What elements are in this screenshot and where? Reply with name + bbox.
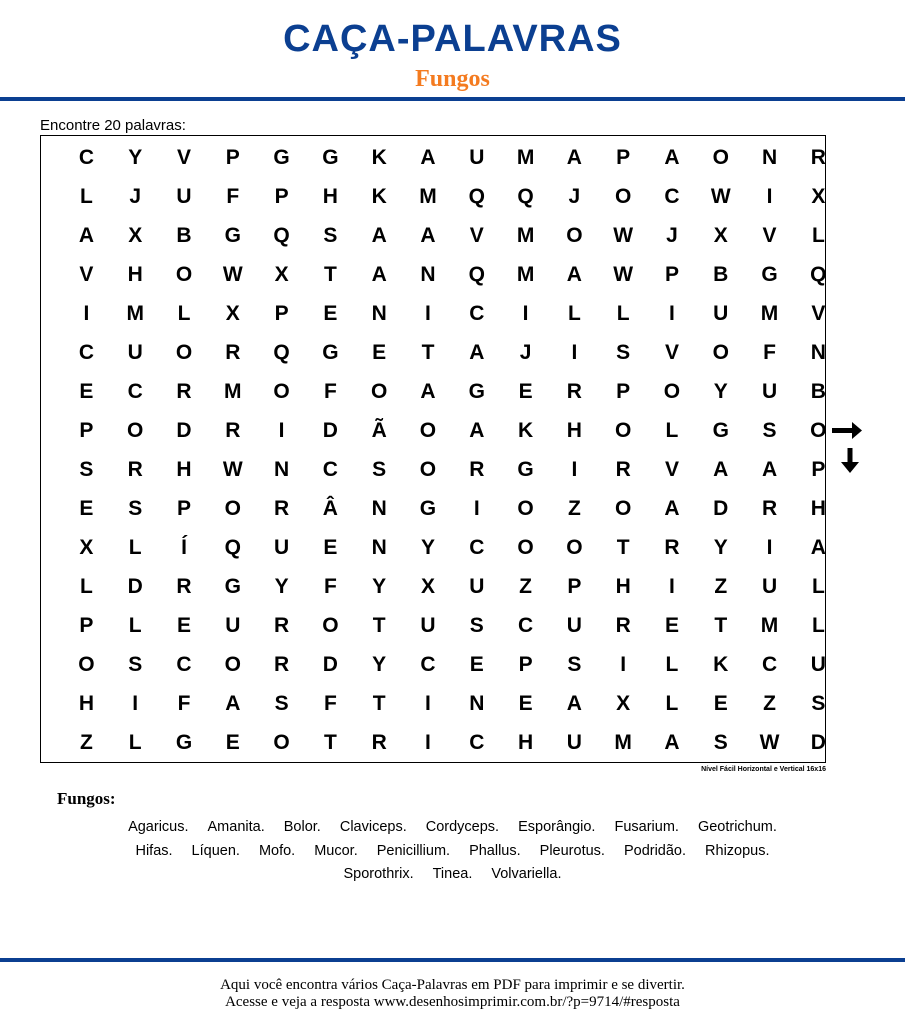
word-item: Hifas. — [135, 842, 173, 859]
grid-letter[interactable]: S — [713, 730, 728, 754]
header-divider — [0, 97, 905, 101]
grid-letter[interactable]: R — [371, 730, 387, 754]
grid-letter[interactable]: N — [371, 496, 387, 520]
grid-letter[interactable]: N — [274, 457, 290, 481]
puzzle-instruction: Encontre 20 palavras: — [40, 117, 186, 134]
grid-letter[interactable]: K — [713, 652, 729, 676]
grid-letter[interactable]: H — [127, 262, 143, 286]
grid-letter[interactable]: U — [127, 340, 143, 364]
grid-letter[interactable]: T — [372, 613, 386, 637]
grid-letter[interactable]: R — [274, 613, 290, 637]
direction-hints — [830, 418, 870, 478]
grid-letter[interactable]: R — [615, 457, 631, 481]
grid-letter[interactable]: F — [323, 574, 337, 598]
grid-letter[interactable]: F — [323, 691, 337, 715]
grid-letter[interactable]: A — [810, 535, 826, 559]
grid-letter[interactable]: Q — [224, 535, 241, 559]
grid-letter[interactable]: O — [517, 535, 534, 559]
grid-letter[interactable]: P — [518, 652, 533, 676]
grid-letter[interactable]: O — [127, 418, 144, 442]
grid-letter[interactable]: E — [469, 652, 484, 676]
grid-letter[interactable]: J — [666, 223, 678, 247]
grid-letter[interactable]: Ã — [371, 418, 387, 442]
grid-letter[interactable]: X — [713, 223, 728, 247]
grid-letter[interactable]: G — [468, 379, 485, 403]
grid-letter[interactable]: X — [128, 223, 143, 247]
grid-letter[interactable]: F — [323, 379, 337, 403]
grid-letter[interactable]: P — [616, 379, 631, 403]
word-item: Agaricus. — [128, 819, 189, 835]
grid-letter[interactable]: L — [79, 184, 93, 208]
grid-letter[interactable]: I — [473, 496, 480, 520]
grid-letter[interactable]: L — [128, 730, 142, 754]
grid-letter[interactable]: L — [665, 652, 679, 676]
grid-letter[interactable]: O — [175, 340, 193, 364]
grid-letter[interactable]: Y — [713, 379, 728, 403]
grid-letter[interactable]: D — [127, 574, 143, 598]
grid-letter[interactable]: W — [613, 223, 634, 247]
grid-letter[interactable]: M — [760, 301, 779, 325]
grid-letter[interactable]: X — [79, 535, 94, 559]
grid-letter[interactable]: D — [322, 652, 338, 676]
grid-letter[interactable]: O — [419, 457, 437, 481]
grid-letter[interactable]: W — [222, 457, 243, 481]
grid-letter[interactable]: L — [616, 301, 630, 325]
grid-letter[interactable]: A — [566, 262, 582, 286]
grid-letter[interactable]: G — [712, 418, 729, 442]
grid-letter[interactable]: O — [517, 496, 534, 520]
grid-letter[interactable]: C — [78, 340, 94, 364]
grid-letter[interactable]: C — [469, 535, 485, 559]
grid-letter[interactable]: O — [273, 730, 290, 754]
grid-letter[interactable]: R — [225, 340, 241, 364]
grid-letter[interactable]: G — [224, 223, 241, 247]
grid-letter[interactable]: L — [811, 223, 825, 247]
word-item: Líquen. — [191, 842, 240, 859]
grid-letter[interactable]: R — [615, 613, 631, 637]
grid-letter[interactable]: O — [175, 262, 193, 286]
grid-letter[interactable]: E — [518, 379, 533, 403]
grid-letter[interactable]: U — [469, 574, 485, 598]
grid-letter[interactable]: G — [517, 457, 534, 481]
grid-letter[interactable]: N — [761, 145, 778, 169]
grid-letter[interactable]: H — [517, 730, 534, 754]
grid-letter[interactable]: A — [371, 223, 387, 247]
grid-letter[interactable]: A — [78, 223, 94, 247]
grid-letter[interactable]: V — [664, 457, 679, 481]
grid-letter[interactable]: K — [371, 184, 387, 208]
grid-letter[interactable]: C — [127, 379, 143, 403]
grid-letter[interactable]: E — [79, 379, 94, 403]
grid-letter[interactable]: Y — [713, 535, 728, 559]
footer-text: Aqui você encontra vários Caça-Palavras em PDF para imprimir e se divertir. — [220, 977, 685, 993]
grid-letter[interactable]: C — [78, 145, 94, 169]
grid-letter[interactable]: Z — [519, 574, 532, 598]
grid-letter[interactable]: O — [663, 379, 681, 403]
grid-letter[interactable]: S — [323, 223, 338, 247]
word-item: Cordyceps. — [425, 819, 500, 835]
grid-letter[interactable]: G — [175, 730, 193, 754]
page-title: CAÇA-PALAVRAS — [283, 18, 622, 60]
word-list — [40, 816, 865, 887]
grid-letter[interactable]: M — [516, 145, 535, 169]
grid-letter[interactable]: V — [664, 340, 679, 364]
word-item: Phallus. — [469, 842, 521, 859]
grid-letter[interactable]: X — [811, 184, 826, 208]
grid-letter[interactable]: U — [810, 652, 826, 676]
grid-letter[interactable]: H — [615, 574, 631, 598]
grid-letter[interactable]: U — [225, 613, 241, 637]
grid-letter[interactable]: B — [713, 262, 729, 286]
grid-letter[interactable]: O — [371, 379, 388, 403]
grid-letter[interactable]: A — [469, 418, 485, 442]
grid-letter[interactable]: H — [566, 418, 582, 442]
grid-letter[interactable]: A — [664, 496, 680, 520]
grid-letter[interactable]: E — [176, 613, 191, 637]
grid-letter[interactable]: H — [176, 457, 192, 481]
footer-divider — [0, 958, 905, 962]
grid-letter[interactable]: R — [761, 496, 778, 520]
grid-letter[interactable]: W — [710, 184, 731, 208]
grid-letter[interactable]: S — [469, 613, 484, 637]
grid-letter[interactable]: Z — [567, 496, 581, 520]
grid-letter[interactable]: O — [419, 418, 437, 442]
grid-letter[interactable]: A — [664, 730, 680, 754]
grid-letter[interactable]: S — [811, 691, 826, 715]
difficulty-label: Nível Fácil Horizontal e Vertical 16x16 — [701, 766, 826, 773]
grid-letter[interactable]: I — [669, 574, 675, 598]
word-list-line — [40, 816, 865, 840]
grid-letter[interactable]: I — [522, 301, 529, 325]
grid-letter[interactable]: S — [79, 457, 94, 481]
grid-letter[interactable]: H — [322, 184, 338, 208]
grid-letter[interactable]: L — [177, 301, 191, 325]
grid-letter[interactable]: X — [616, 691, 631, 715]
grid-letter[interactable]: C — [664, 184, 680, 208]
grid-letter[interactable]: P — [176, 496, 191, 520]
grid-letter[interactable]: V — [176, 145, 191, 169]
grid-letter[interactable]: R — [469, 457, 485, 481]
grid-letter[interactable]: M — [760, 613, 779, 637]
grid-letter[interactable]: I — [278, 418, 285, 442]
grid-letter[interactable]: S — [128, 496, 143, 520]
grid-letter[interactable]: P — [567, 574, 582, 598]
grid-letter[interactable]: T — [372, 691, 386, 715]
grid-letter[interactable]: Q — [273, 340, 290, 364]
grid-letter[interactable]: K — [517, 418, 534, 442]
grid-letter[interactable]: W — [759, 730, 780, 754]
word-list-line — [40, 840, 865, 864]
grid-letter[interactable]: V — [762, 223, 777, 247]
grid-letter[interactable]: Q — [468, 262, 485, 286]
grid-letter[interactable]: C — [469, 301, 485, 325]
grid-letter[interactable]: B — [810, 379, 826, 403]
grid-letter[interactable]: P — [274, 184, 289, 208]
grid-letter[interactable]: S — [567, 652, 582, 676]
grid-letter[interactable]: X — [225, 301, 240, 325]
grid-letter[interactable]: M — [614, 730, 632, 754]
grid-letter[interactable]: U — [761, 574, 778, 598]
grid-letter[interactable]: F — [763, 340, 776, 364]
grid-letter[interactable]: O — [322, 613, 339, 637]
grid-letter[interactable]: V — [79, 262, 94, 286]
grid-letter[interactable]: R — [176, 379, 192, 403]
grid-letter[interactable]: P — [225, 145, 240, 169]
grid-letter[interactable]: F — [177, 691, 191, 715]
grid-letter[interactable]: Â — [322, 496, 338, 520]
grid-letter[interactable]: X — [274, 262, 289, 286]
grid-letter[interactable]: C — [322, 457, 338, 481]
grid-letter[interactable]: J — [519, 340, 532, 364]
grid-letter[interactable]: L — [128, 613, 142, 637]
word-item: Penicillium. — [376, 842, 451, 859]
grid-letter[interactable]: O — [224, 652, 241, 676]
grid-letter[interactable]: O — [566, 535, 583, 559]
grid-letter[interactable]: M — [419, 184, 437, 208]
grid-letter[interactable]: O — [78, 652, 95, 676]
grid-letter[interactable]: C — [420, 652, 436, 676]
word-item: Volvariella. — [491, 866, 562, 882]
grid-letter[interactable]: U — [566, 730, 582, 754]
grid-letter[interactable]: N — [371, 301, 387, 325]
grid-letter[interactable]: E — [323, 535, 338, 559]
grid-letter[interactable]: I — [132, 691, 139, 715]
grid-letter[interactable]: M — [224, 379, 242, 403]
grid-letter[interactable]: O — [614, 418, 632, 442]
grid-letter[interactable]: P — [79, 418, 94, 442]
grid-letter[interactable]: E — [79, 496, 94, 520]
letter-grid — [40, 135, 826, 763]
grid-letter[interactable]: I — [669, 301, 675, 325]
page-subtitle: Fungos — [415, 66, 490, 92]
grid-letter[interactable]: L — [811, 574, 825, 598]
word-item: Mucor. — [314, 842, 358, 859]
grid-letter[interactable]: C — [469, 730, 485, 754]
word-item: Claviceps. — [339, 819, 407, 835]
grid-letter[interactable]: O — [810, 418, 827, 442]
grid-letter[interactable]: A — [664, 145, 680, 169]
grid-letter[interactable]: E — [225, 730, 240, 754]
grid-letter[interactable]: O — [566, 223, 583, 247]
word-item: Rhizopus. — [705, 842, 770, 859]
grid-letter[interactable]: Q — [810, 262, 827, 286]
word-item: Sporothrix. — [343, 866, 414, 882]
grid-letter[interactable]: C — [517, 613, 534, 637]
grid-letter[interactable]: A — [713, 457, 729, 481]
grid-letter[interactable]: P — [79, 613, 94, 637]
grid-letter[interactable]: J — [129, 184, 142, 208]
grid-letter[interactable]: E — [713, 691, 728, 715]
grid-letter[interactable]: E — [664, 613, 679, 637]
grid-letter[interactable]: L — [79, 574, 93, 598]
grid-letter[interactable]: L — [128, 535, 142, 559]
grid-letter[interactable]: Y — [372, 652, 387, 676]
arrow-right-icon — [832, 422, 862, 439]
grid-letter[interactable]: R — [176, 574, 192, 598]
grid-letter[interactable]: Í — [181, 535, 187, 559]
grid-letter[interactable]: N — [371, 535, 387, 559]
grid-letter[interactable]: O — [224, 496, 241, 520]
grid-letter[interactable]: Y — [420, 535, 435, 559]
grid-letter[interactable]: A — [566, 145, 582, 169]
grid-letter[interactable]: R — [274, 652, 290, 676]
grid-letter[interactable]: S — [616, 340, 631, 364]
grid-letter[interactable]: N — [420, 262, 436, 286]
grid-letter[interactable]: A — [761, 457, 778, 481]
grid-letter[interactable]: I — [620, 652, 627, 676]
grid-letter[interactable]: O — [614, 496, 632, 520]
grid-letter[interactable]: W — [613, 262, 634, 286]
grid-letter[interactable]: X — [420, 574, 435, 598]
grid-letter[interactable]: G — [761, 262, 778, 286]
grid-letter[interactable]: A — [420, 145, 436, 169]
grid-letter[interactable]: H — [78, 691, 94, 715]
grid-letter[interactable]: I — [425, 691, 431, 715]
grid-letter[interactable]: L — [665, 418, 679, 442]
grid-letter[interactable]: S — [274, 691, 289, 715]
grid-letter[interactable]: O — [614, 184, 632, 208]
grid-letter[interactable]: D — [713, 496, 729, 520]
word-item: Amanita. — [207, 819, 265, 835]
grid-letter[interactable]: Q — [468, 184, 485, 208]
grid-letter[interactable]: G — [419, 496, 437, 520]
grid-letter[interactable]: T — [421, 340, 435, 364]
grid-letter[interactable]: O — [273, 379, 290, 403]
grid-letter[interactable]: U — [420, 613, 436, 637]
grid-letter[interactable]: Z — [714, 574, 728, 598]
grid-letter[interactable]: U — [713, 301, 729, 325]
grid-letter[interactable]: Z — [763, 691, 776, 715]
grid-letter[interactable]: I — [571, 457, 578, 481]
grid-letter[interactable]: R — [664, 535, 680, 559]
grid-letter[interactable]: G — [273, 145, 290, 169]
grid-letter[interactable]: G — [224, 574, 241, 598]
grid-letter[interactable]: R — [274, 496, 290, 520]
grid-letter[interactable]: L — [567, 301, 581, 325]
grid-letter[interactable]: Y — [372, 574, 387, 598]
grid-letter[interactable]: U — [274, 535, 290, 559]
grid-letter[interactable]: T — [714, 613, 728, 637]
grid-letter[interactable]: E — [372, 340, 387, 364]
grid-letter[interactable]: L — [665, 691, 679, 715]
grid-letter[interactable]: R — [127, 457, 143, 481]
grid-letter[interactable]: P — [811, 457, 826, 481]
grid-letter[interactable]: Y — [128, 145, 143, 169]
grid-letter[interactable]: A — [420, 379, 436, 403]
grid-letter[interactable]: U — [761, 379, 778, 403]
word-item: Podridão. — [623, 842, 687, 859]
grid-letter[interactable]: W — [222, 262, 243, 286]
grid-letter[interactable]: C — [176, 652, 192, 676]
grid-letter[interactable]: S — [762, 418, 777, 442]
word-item: Tinea. — [432, 866, 473, 882]
grid-letter[interactable]: V — [811, 301, 826, 325]
grid-letter[interactable]: I — [571, 340, 578, 364]
grid-letter[interactable]: Y — [274, 574, 289, 598]
grid-letter[interactable]: A — [225, 691, 241, 715]
grid-letter[interactable]: Z — [79, 730, 93, 754]
grid-letter[interactable]: I — [766, 535, 773, 559]
grid-letter[interactable]: B — [176, 223, 192, 247]
word-item: Esporângio. — [518, 819, 596, 835]
grid-letter[interactable]: G — [322, 340, 339, 364]
grid-letter[interactable]: P — [616, 145, 631, 169]
grid-letter[interactable]: I — [766, 184, 773, 208]
grid-letter[interactable]: O — [712, 340, 729, 364]
grid-letter[interactable]: R — [566, 379, 582, 403]
grid-letter[interactable]: A — [420, 223, 436, 247]
grid-letter[interactable]: U — [566, 613, 582, 637]
grid-letter[interactable]: M — [516, 223, 535, 247]
grid-letter[interactable]: Q — [273, 223, 290, 247]
grid-letter[interactable]: M — [126, 301, 144, 325]
grid-letter[interactable]: A — [566, 691, 582, 715]
grid-letter[interactable]: E — [518, 691, 533, 715]
grid-letter[interactable]: O — [712, 145, 729, 169]
grid-letter[interactable]: R — [810, 145, 826, 169]
word-list-title: Fungos: — [57, 789, 116, 808]
word-item: Mofo. — [258, 842, 296, 859]
grid-letter[interactable]: I — [425, 730, 431, 754]
grid-letter[interactable]: G — [322, 145, 339, 169]
word-item: Fusarium. — [614, 819, 679, 835]
grid-letter[interactable]: U — [176, 184, 192, 208]
arrow-down-icon — [841, 448, 859, 473]
grid-letter[interactable]: T — [323, 262, 337, 286]
grid-letter[interactable]: A — [469, 340, 485, 364]
grid-letter[interactable]: E — [323, 301, 338, 325]
grid-letter[interactable]: T — [323, 730, 337, 754]
grid-letter[interactable]: Q — [517, 184, 534, 208]
grid-letter[interactable]: S — [128, 652, 143, 676]
grid-letter[interactable]: F — [226, 184, 240, 208]
footer-link-text: Acesse e veja a resposta www.desenhosimprimir.com.br/?p=9714/#resposta — [225, 994, 680, 1010]
grid-letter[interactable]: P — [664, 262, 679, 286]
grid-letter[interactable]: V — [469, 223, 484, 247]
grid-letter[interactable]: I — [83, 301, 90, 325]
grid-letter[interactable]: S — [372, 457, 387, 481]
grid-letter[interactable]: N — [469, 691, 485, 715]
grid-letter[interactable]: P — [274, 301, 289, 325]
grid-letter[interactable]: K — [371, 145, 387, 169]
grid-letter[interactable]: C — [761, 652, 778, 676]
word-item: Bolor. — [283, 819, 321, 835]
grid-letter[interactable]: D — [322, 418, 338, 442]
grid-letter[interactable]: L — [811, 613, 825, 637]
grid-letter[interactable]: T — [616, 535, 630, 559]
grid-letter[interactable]: D — [810, 730, 826, 754]
grid-letter[interactable]: D — [176, 418, 192, 442]
grid-letter[interactable]: H — [810, 496, 826, 520]
grid-letter[interactable]: I — [425, 301, 431, 325]
grid-letter[interactable]: M — [516, 262, 535, 286]
grid-letter[interactable]: R — [225, 418, 241, 442]
grid-letter[interactable]: J — [568, 184, 581, 208]
grid-letter[interactable]: N — [810, 340, 826, 364]
word-item: Geotrichum. — [697, 819, 777, 835]
grid-letter[interactable]: U — [469, 145, 485, 169]
grid-letter[interactable]: A — [371, 262, 387, 286]
word-list-line — [40, 863, 865, 887]
word-item: Pleurotus. — [539, 842, 605, 859]
